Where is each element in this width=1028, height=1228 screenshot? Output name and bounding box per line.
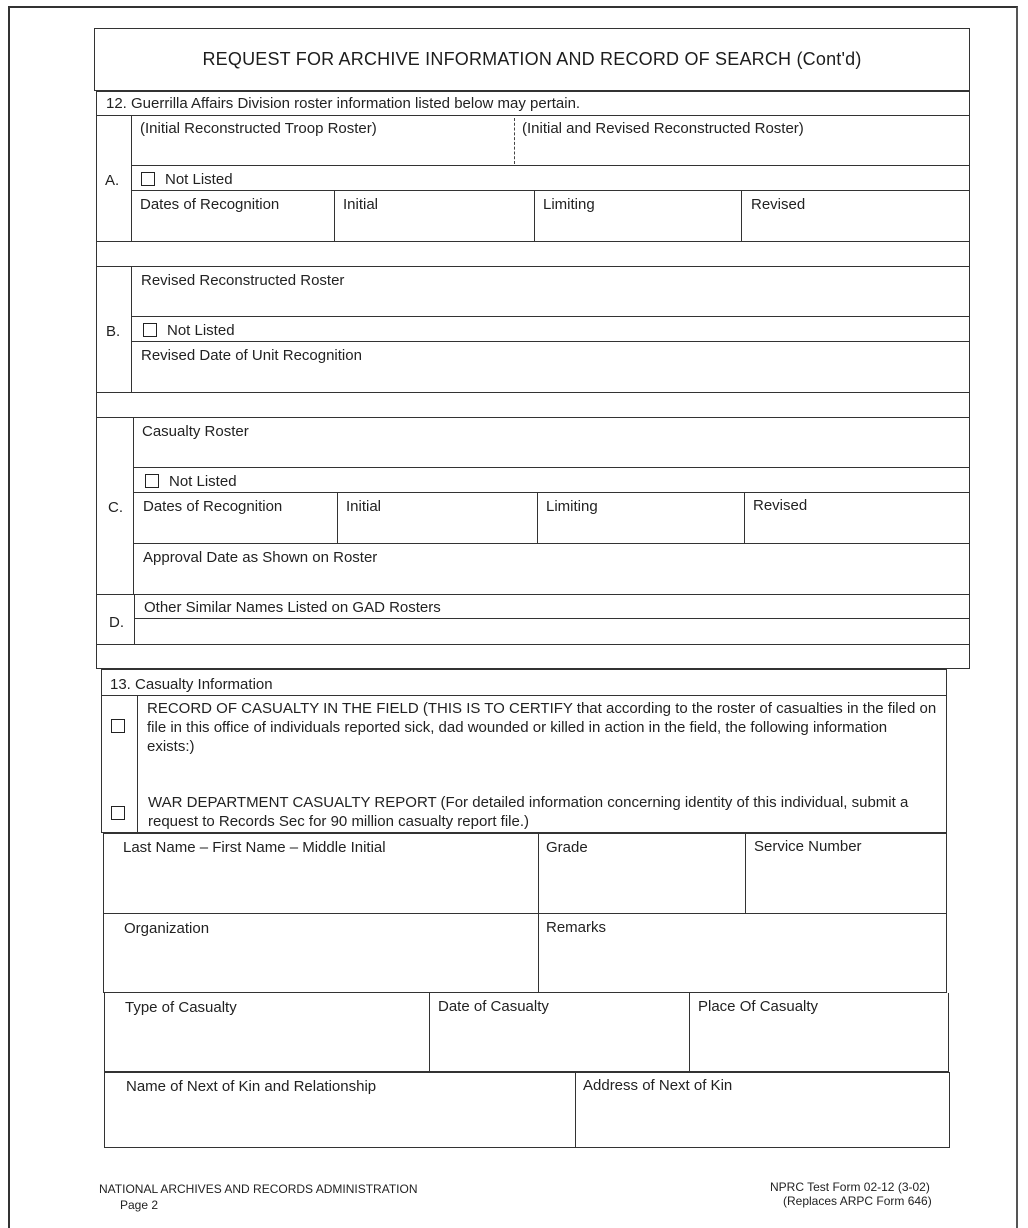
- type-of-casualty-label: Type of Casualty: [125, 999, 237, 1016]
- form-title: REQUEST FOR ARCHIVE INFORMATION AND RECORD OF SEARCH (Cont'd): [94, 28, 970, 91]
- footer-form-number: NPRC Test Form 02-12 (3-02): [770, 1180, 930, 1194]
- a-limiting-label: Limiting: [543, 196, 595, 213]
- c-revised-label: Revised: [753, 497, 808, 514]
- footer-page-number: Page 2: [120, 1198, 159, 1212]
- a-revised-label: Revised: [751, 196, 806, 213]
- c-not-listed-checkbox[interactable]: [145, 474, 159, 488]
- a-dates-of-recognition-label: Dates of Recognition: [140, 196, 280, 213]
- approval-date-label: Approval Date as Shown on Roster: [143, 549, 378, 566]
- a-not-listed-checkbox[interactable]: [141, 172, 155, 186]
- footer-replaces: (Replaces ARPC Form 646): [783, 1194, 932, 1208]
- a-initial-label: Initial: [343, 196, 379, 213]
- c-dates-of-recognition-label: Dates of Recognition: [143, 498, 283, 515]
- record-of-casualty-checkbox[interactable]: [111, 719, 125, 733]
- b-not-listed-checkbox[interactable]: [143, 323, 157, 337]
- next-of-kin-address-label: Address of Next of Kin: [583, 1077, 733, 1094]
- section-d-letter: D.: [109, 614, 124, 631]
- other-similar-names-label: Other Similar Names Listed on GAD Rosters: [144, 599, 441, 616]
- section-13-heading: 13. Casualty Information: [110, 676, 273, 693]
- remarks-field-label: Remarks: [546, 919, 607, 936]
- war-department-report-checkbox[interactable]: [111, 806, 125, 820]
- next-of-kin-name-label: Name of Next of Kin and Relationship: [126, 1078, 377, 1095]
- service-number-field-label: Service Number: [754, 838, 862, 855]
- casualty-roster-label: Casualty Roster: [142, 423, 249, 440]
- section-c-letter: C.: [108, 499, 123, 516]
- record-of-casualty-text: RECORD OF CASUALTY IN THE FIELD (THIS IS TO CERTIFY that according to the roster of casualties in the filed on file in this office of individuals reported sick, dad wounded or killed in action in the field, the following information exists:): [147, 700, 937, 755]
- place-of-casualty-label: Place Of Casualty: [698, 998, 819, 1015]
- section-12-heading: 12. Guerrilla Affairs Division roster information listed below may pertain.: [106, 95, 581, 112]
- section-b-letter: B.: [106, 323, 121, 340]
- war-department-report-text: WAR DEPARTMENT CASUALTY REPORT (For detailed information concerning identity of this individual, submit a request to Records Sec for 90 million casualty report file.): [148, 794, 909, 830]
- initial-revised-roster-label: (Initial and Revised Reconstructed Roster): [522, 120, 804, 137]
- date-of-casualty-label: Date of Casualty: [438, 998, 549, 1015]
- c-initial-label: Initial: [346, 498, 382, 515]
- revised-date-unit-recognition-label: Revised Date of Unit Recognition: [141, 347, 362, 364]
- c-not-listed-label: Not Listed: [169, 473, 237, 490]
- name-field-label: Last Name – First Name – Middle Initial: [123, 839, 386, 856]
- section-a-letter: A.: [105, 172, 120, 189]
- a-not-listed-label: Not Listed: [165, 171, 233, 188]
- footer-agency: NATIONAL ARCHIVES AND RECORDS ADMINISTRATION: [99, 1182, 418, 1196]
- c-limiting-label: Limiting: [546, 498, 598, 515]
- initial-troop-roster-label: (Initial Reconstructed Troop Roster): [140, 120, 377, 137]
- b-not-listed-label: Not Listed: [167, 322, 235, 339]
- revised-reconstructed-roster-label: Revised Reconstructed Roster: [141, 272, 345, 289]
- organization-field-label: Organization: [124, 920, 210, 937]
- grade-field-label: Grade: [546, 839, 588, 856]
